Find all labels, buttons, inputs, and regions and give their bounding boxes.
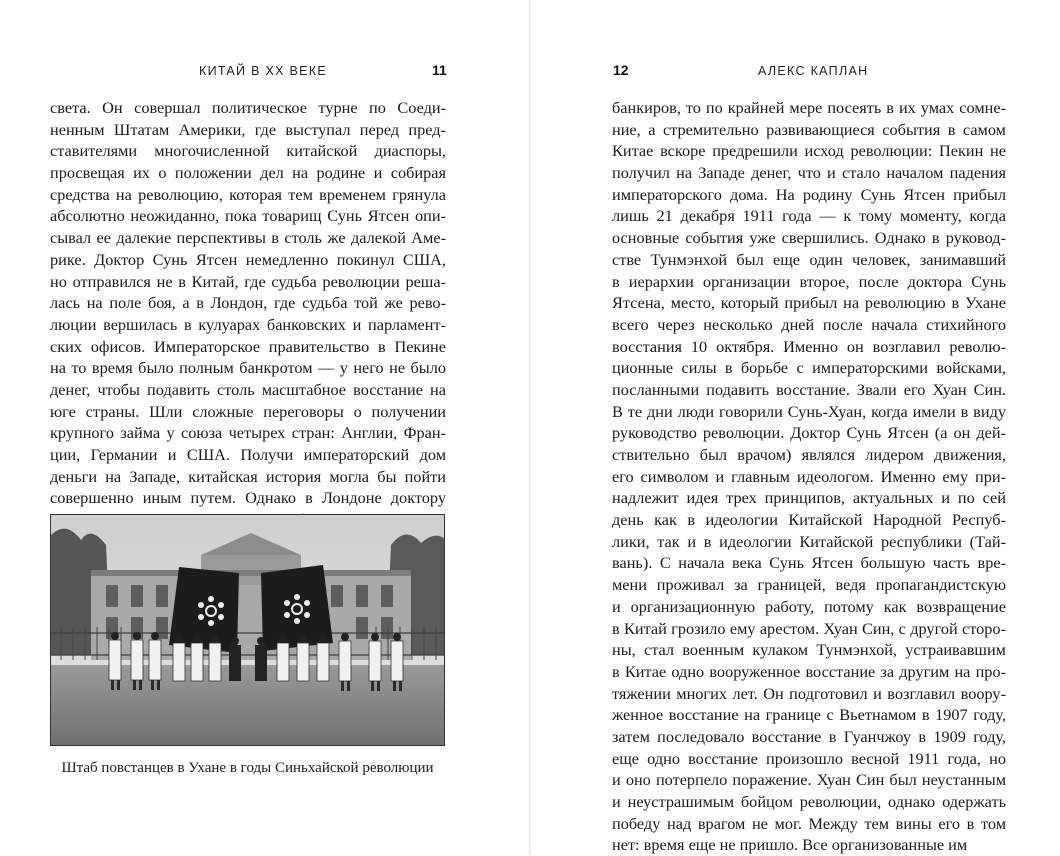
text-line: совершенно иным путем. Однако в Лондоне доктору [50,488,446,508]
text-line: день как в идеологии Китайской Народной Респуб- [612,510,1006,530]
text-line: юге страны. Шли сложные переговоры о получении [50,401,446,421]
text-line: получил на Западе денег, что и стало началом падения [612,163,1006,183]
text-line: средства на революцию, которая тем временем грянула [50,184,446,204]
text-line: руководство революции. Доктор Сунь Ятсен (а он дей- [612,423,1006,443]
text-line: рике. Доктор Сунь Ятсен немедленно покинул США, [50,249,446,269]
text-line: сывал ее далекие перспективы в столь же далекой Аме- [50,228,446,248]
right-page-number: 12 [613,62,629,78]
text-line: ставителями многочисленной китайской диаспоры, [50,141,446,161]
historical-photo [50,514,445,746]
text-line: ние, а стремительно развивающиеся события в самом [612,119,1006,139]
text-line: и организационную работу, потому как возвращение [612,596,1006,616]
text-line: восстания 10 октября. Именно он возглавил револю- [612,336,1006,356]
text-line: ции, Германии и США. Получи императорский дом [50,445,446,464]
text-line: люции вершилась в кулуарах банковских и парламент- [50,314,446,334]
text-line: ствительно был врачом) являлся лидером движения, [612,445,1006,464]
text-line: света. Он совершал политическое турне по Соеди- [50,98,446,117]
text-line: императорского дома. На родину Сунь Ятсен прибыл [612,184,1006,204]
text-line: ских офисов. Императорское правительство в Пекине [50,336,446,356]
right-running-head: АЛЕКС КАПЛАН [758,64,869,78]
text-line: крупного займа у союза четырех стран: Англии, Фран- [50,423,446,443]
text-line: затем последовало восстание в Гуанчжоу в 1909 году, [612,726,1006,746]
text-line: лики, так и в идеологии Китайской республики (Тай- [612,531,1006,551]
text-line: мени проживал за границей, ведя пропагандистскую [612,575,1006,595]
left-body-text [50,97,446,531]
right-page [531,0,1060,855]
left-page-number: 11 [432,62,447,78]
text-line: но отправился не в Китай, где судьба революции реша- [50,271,446,291]
text-line: абсолютно неожиданно, пока товарищ Сунь Ятсен опи- [50,206,446,226]
left-page [0,0,529,855]
text-line: просвещая их о положении дел на родине и собирая [50,163,446,183]
text-line: стве Тунмэнхой был еще один человек, занимавший [612,249,1006,269]
text-line: тяжении многих лет. Он подготовил и возглавил воору- [612,683,1006,703]
text-line: посланными подавить восстание. Звали его Хуан Син. [612,379,1006,399]
text-line: женное восстание на границе с Вьетнамом в 1907 году, [612,705,1006,725]
text-line: победу над врагом не мог. Между тем вины его в том [612,813,1006,833]
text-line: ненным Штатам Америки, где выступал перед пред- [50,119,446,139]
text-line: денег, чтобы подавить столь масштабное восстание на [50,379,446,399]
text-line: В те дни люди говорили Сунь-Хуан, когда имели в виду [612,401,1006,421]
text-line: деньги на Западе, китайская история могла бы пойти [50,466,446,486]
text-line: нет: время еще не пришло. Все организованные им [612,835,968,855]
photo-illustration [51,515,445,746]
right-body-text [612,97,1006,856]
text-line: ны, стал военным кулаком Тунмэнхой, устраивавшим [612,640,1006,660]
text-line: лась на поле боя, а в Лондон, где судьба той же рево- [50,293,446,313]
text-line: лишь 21 декабря 1911 года — к тому моменту, когда [612,206,1006,226]
text-line: в Китае одно вооруженное восстание за другим на про- [612,661,1006,681]
text-line: на то время было полным банкротом — у него не было [50,358,446,378]
text-line: надлежит идея трех принципов, актуальных и по сей [612,488,1006,508]
text-line: основные события уже свершились. Однако в руковод- [612,228,1006,248]
text-line: всего через несколько дней после начала стихийного [612,314,1006,334]
left-running-head: КИТАЙ В XX ВЕКЕ [199,64,328,78]
text-line: банкиров, то по крайней мере посеять в их умах сомне- [612,98,1006,117]
text-line: Ятсена, место, который прибыл на революцию в Ухане [612,293,1006,313]
text-line: еще одно восстание произошло весной 1911 года, но [612,748,1006,768]
text-line: Китае вскоре предрешили исход революции: Пекин не [612,141,1006,161]
photo-caption: Штаб повстанцев в Ухане в годы Синьхайской революции [61,760,434,776]
text-line: и неустрашимым бойцом революции, однако одержать [612,792,1006,811]
text-line: и оно потерпело поражение. Хуан Син был неустанным [612,770,1006,790]
text-line: его символом и главным идеологом. Именно ему при- [612,466,1006,486]
text-line: в иерархии организации второе, после доктора Сунь [612,271,1006,291]
text-line: ционные силы в борьбе с императорскими войсками, [612,358,1006,378]
text-line: вань). С начала века Сунь Ятсен большую часть вре- [612,553,1006,573]
text-line: в Китай грозило ему арестом. Хуан Син, с другой сторо- [612,618,1006,638]
